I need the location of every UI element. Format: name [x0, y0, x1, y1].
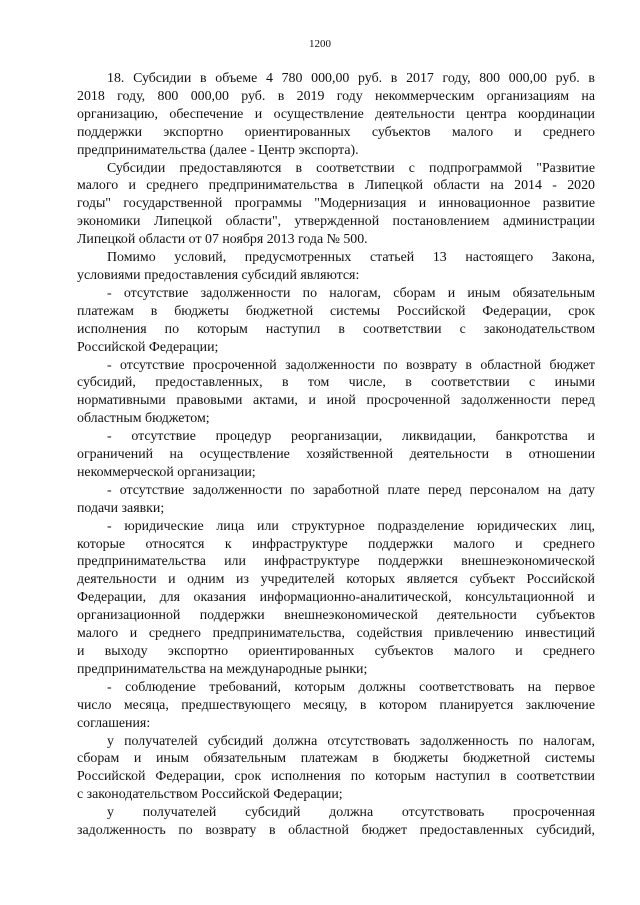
- text-line: Помимо условий, предусмотренных статьей 13 настоящего Закона,: [107, 250, 595, 266]
- text-line: условиями предоставления субсидий являются:: [77, 267, 360, 283]
- text-line: предпринимательства на международные рынки;: [77, 661, 368, 677]
- paragraph-p-no-overdue: [77, 357, 595, 429]
- text-line: Российской Федерации, срок исполнения по которым наступил в соответствии: [77, 769, 595, 785]
- text-line: Субсидии предоставляются в соответствии с подпрограммой "Развитие: [107, 160, 595, 176]
- text-line: малого и среднего предпринимательства, содействия привлечению инвестиций: [77, 626, 595, 642]
- page-number: 1200: [309, 38, 331, 50]
- text-line: организацию, обеспечение и осуществление деятельности центра координации: [77, 106, 595, 122]
- paragraph-p-legal-entities: [77, 518, 595, 679]
- text-line: число месяца, предшествующего месяцу, в котором планируется заключение: [77, 697, 595, 713]
- text-line: задолженность по возврату в областной бюджет предоставленных субсидий,: [77, 823, 595, 839]
- paragraph-p-no-reorg: [77, 428, 595, 482]
- paragraph-p18: [77, 70, 595, 160]
- paragraph-p-program: [77, 160, 595, 250]
- text-line: - отсутствие процедур реорганизации, ликвидации, банкротства и: [107, 429, 595, 445]
- text-line: Липецкой области от 07 ноября 2013 года № 500.: [77, 232, 368, 248]
- text-line: организационной поддержки внешнеэкономической деятельности субъектов: [77, 608, 595, 624]
- text-line: у получателей субсидий должна отсутствовать задолженность по налогам,: [107, 733, 595, 749]
- paragraph-p-requirements: [77, 679, 595, 733]
- paragraph-p-no-wage-debt: [77, 482, 595, 518]
- text-line: субсидий, предоставленных, в том числе, в соответствии с иными: [77, 375, 595, 391]
- text-line: - отсутствие задолженности по заработной плате перед персоналом на дату: [107, 482, 595, 498]
- paragraph-p-conditions: [77, 249, 595, 285]
- text-line: сборам и иным обязательным платежам в бюджеты бюджетной системы: [77, 751, 595, 767]
- text-line: деятельности и одним из учредителей которых является субъект Российской: [77, 572, 595, 588]
- text-line: областным бюджетом;: [77, 411, 210, 427]
- text-line: ограничений на осуществление хозяйственной деятельности в отношении: [77, 447, 595, 463]
- text-line: экономики Липецкой области", утвержденной постановлением администрации: [77, 214, 595, 230]
- text-line: - соблюдение требований, которым должны соответствовать на первое: [107, 679, 595, 695]
- text-line: 2018 году, 800 000,00 руб. в 2019 году некоммерческим организациям на: [77, 88, 595, 104]
- paragraph-p-recipients-no-debt: [77, 733, 595, 805]
- text-line: подачи заявки;: [77, 500, 165, 516]
- text-line: соглашения:: [77, 715, 151, 731]
- paragraph-p-no-debt-taxes: [77, 285, 595, 357]
- text-line: Российской Федерации;: [77, 339, 219, 355]
- document-body: [77, 70, 595, 840]
- text-line: - юридические лица или структурное подразделение юридических лиц,: [107, 518, 595, 534]
- text-line: предпринимательства (далее - Центр экспорта).: [77, 142, 359, 158]
- paragraph-p-recipients-no-overdue: [77, 804, 595, 840]
- text-line: у получателей субсидий должна отсутствовать просроченная: [107, 805, 595, 821]
- text-line: и выходу экспортно ориентированных субъектов малого и среднего: [77, 644, 595, 659]
- text-line: с законодательством Российской Федерации;: [77, 787, 343, 803]
- text-line: - отсутствие задолженности по налогам, сборам и иным обязательным: [107, 285, 595, 301]
- text-line: 18. Субсидии в объеме 4 780 000,00 руб. в 2017 году, 800 000,00 руб. в: [107, 71, 595, 86]
- text-line: годы" государственной программы "Модернизация и инновационное развитие: [77, 196, 595, 212]
- text-line: - отсутствие просроченной задолженности по возврату в областной бюджет: [107, 357, 595, 373]
- text-line: Федерации, для оказания информационно-аналитической, консультационной и: [77, 590, 595, 606]
- text-line: которые относятся к инфраструктуре поддержки малого и среднего: [77, 536, 595, 552]
- text-line: платежам в бюджеты бюджетной системы Российской Федерации, срок: [77, 303, 595, 319]
- text-line: малого и среднего предпринимательства в Липецкой области на 2014 - 2020: [77, 178, 595, 194]
- text-line: исполнения по которым наступил в соответствии с законодательством: [77, 321, 595, 337]
- text-line: нормативными правовыми актами, и иной просроченной задолженности перед: [77, 393, 595, 409]
- text-line: поддержки экспортно ориентированных субъектов малого и среднего: [77, 124, 595, 140]
- text-line: предпринимательства или инфраструктуре поддержки внешнеэкономической: [77, 554, 595, 570]
- text-line: некоммерческой организации;: [77, 464, 256, 480]
